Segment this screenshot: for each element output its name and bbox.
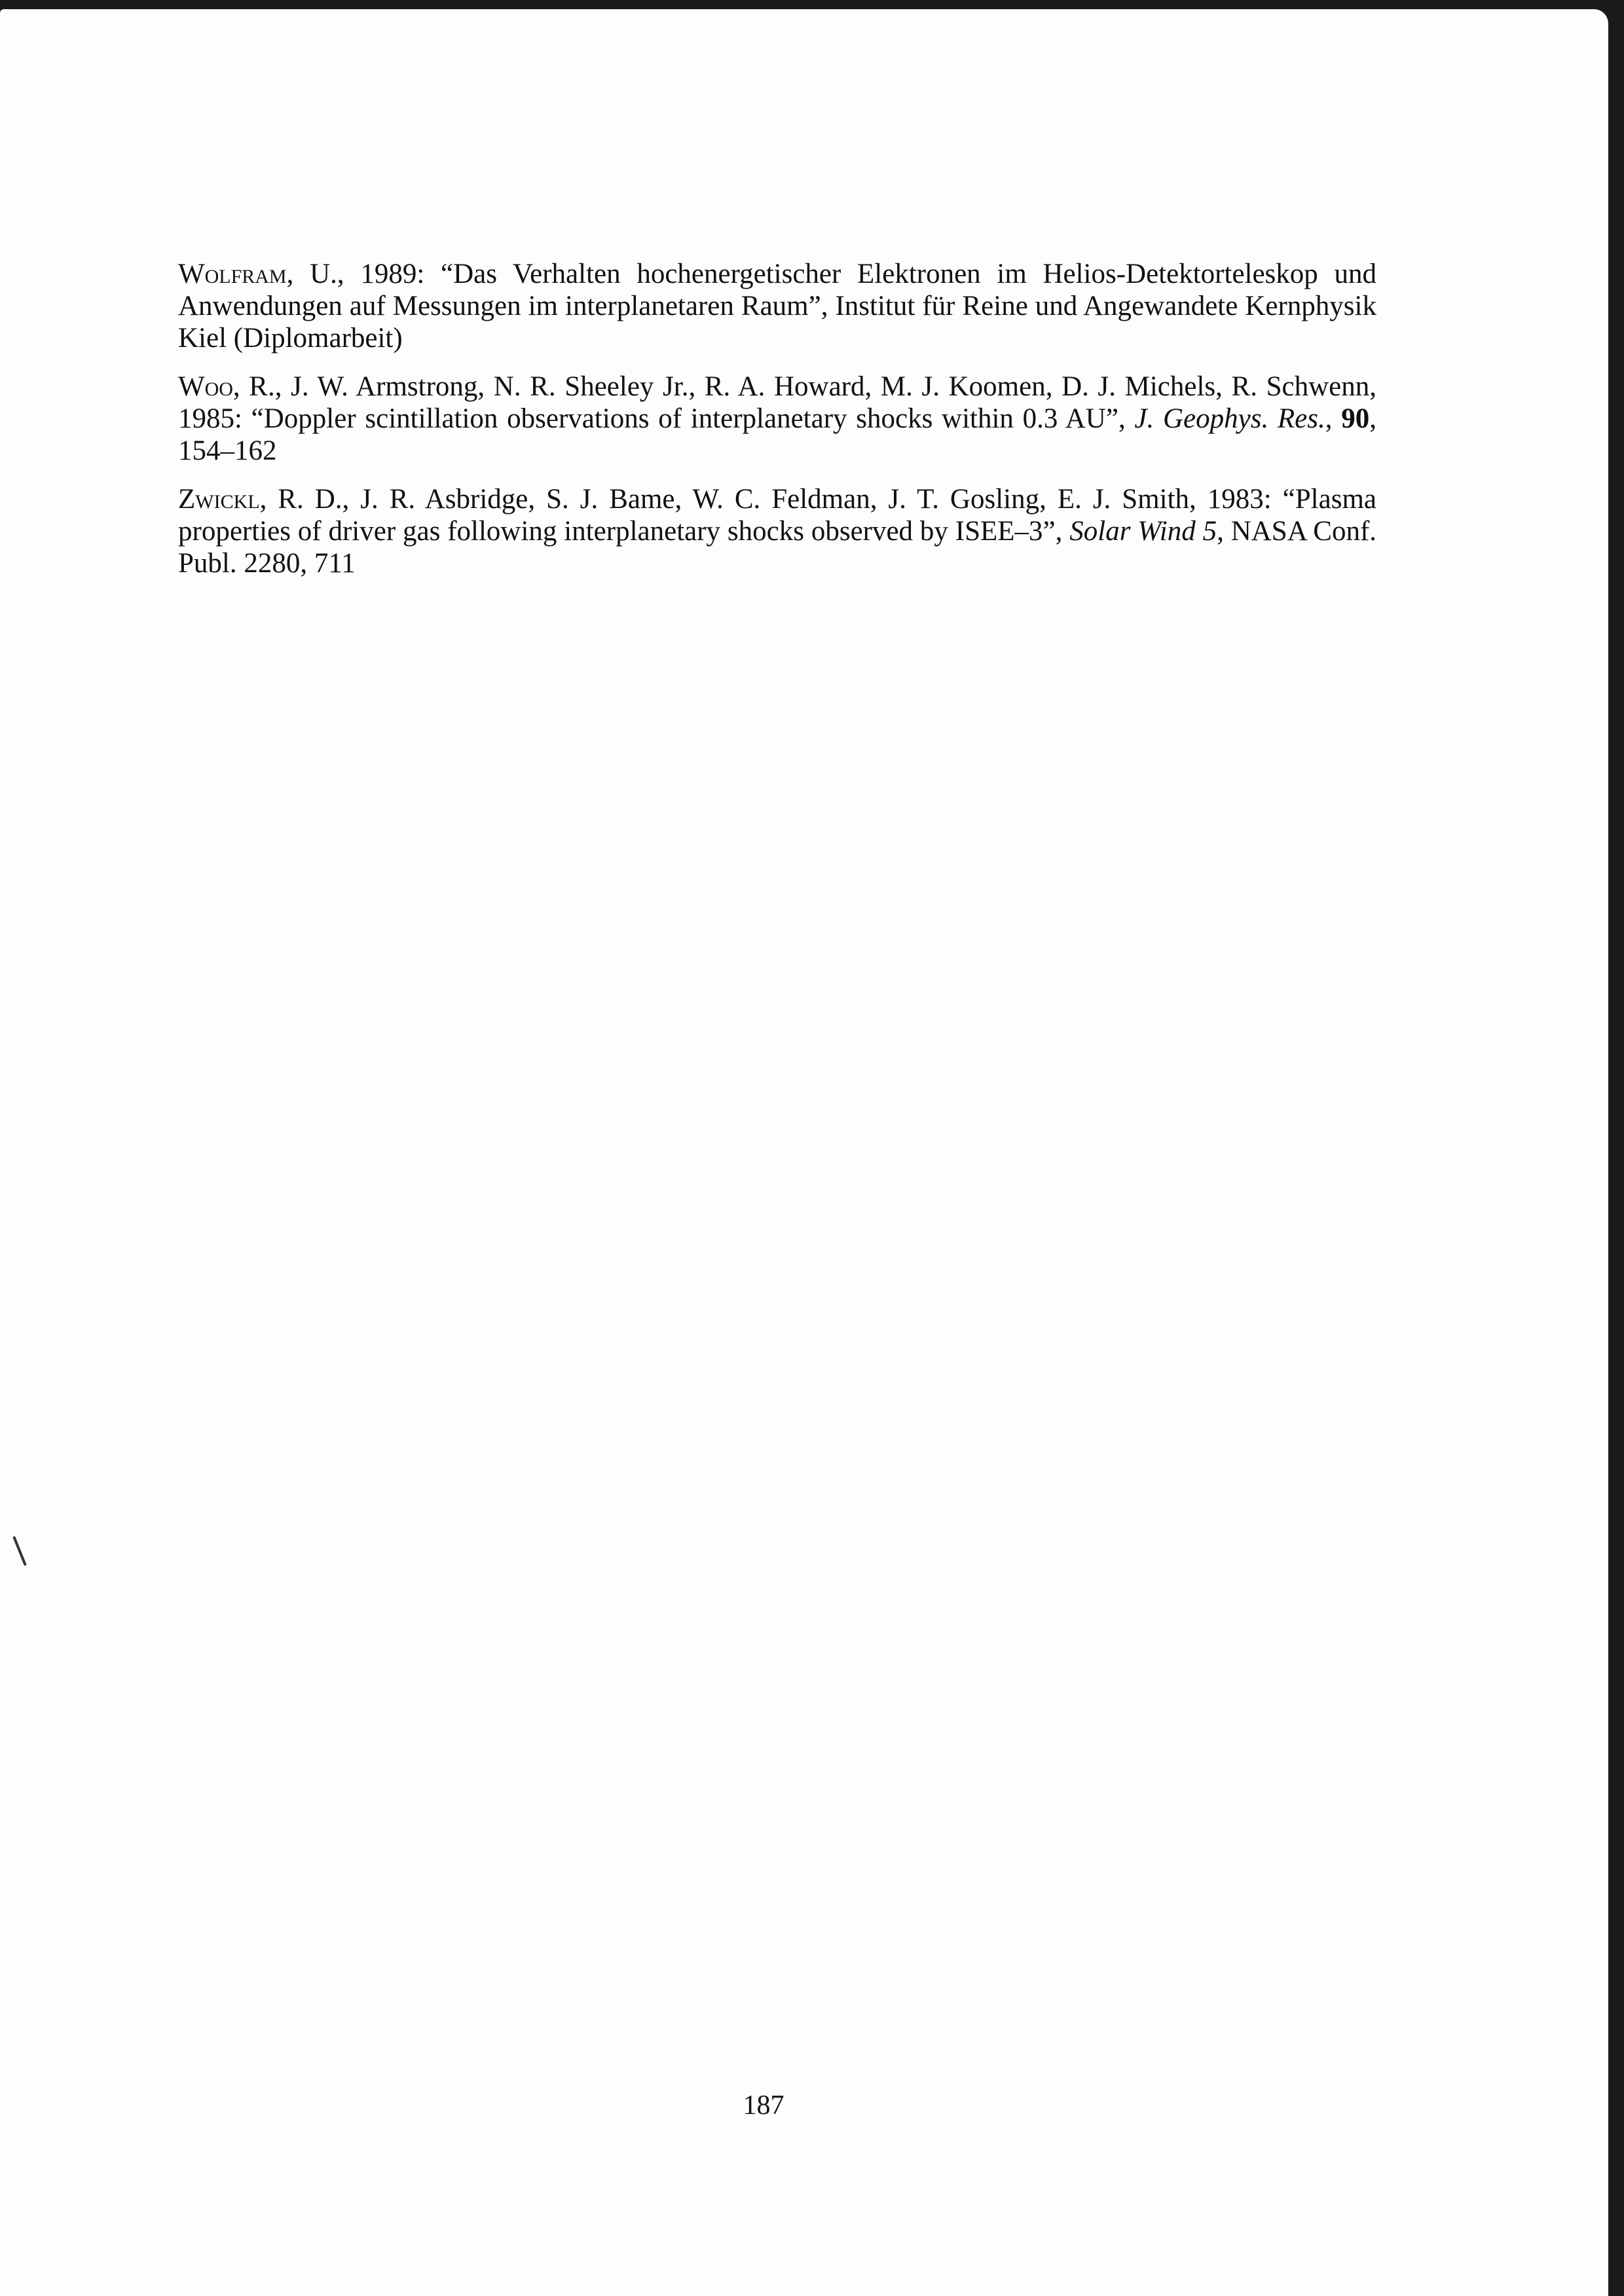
document-page: [0, 9, 1608, 2296]
reference-author: Wolfram: [178, 259, 287, 289]
reference-woo: [178, 371, 1376, 467]
reference-list: [178, 258, 1376, 596]
reference-author: Woo: [178, 371, 233, 402]
page-number: 187: [743, 2090, 784, 2121]
reference-wolfram: [178, 258, 1376, 354]
reference-zwickl: [178, 483, 1376, 579]
reference-author: Zwickl: [178, 484, 260, 515]
reference-separator: ,: [1325, 403, 1342, 434]
reference-text-tail: , NASA Conf. Publ. 2280, 711: [178, 516, 1377, 579]
reference-text: , R. D., J. R. Asbridge, S. J. Bame, W. C. Feldman, J. T. Gosling, E. J. Smith, 1983: “Plasma properties of driver gas following interplanetary shocks observed by ISEE–3”,: [178, 484, 1376, 547]
reference-volume: 90: [1341, 403, 1370, 434]
reference-text: , R., J. W. Armstrong, N. R. Sheeley Jr., R. A. Howard, M. J. Koomen, D. J. Michels, R. Schwenn, 1985: “Doppler scintillation observations of interplanetary shocks within 0.3 AU”,: [178, 371, 1376, 434]
reference-journal: J. Geophys. Res.: [1134, 403, 1325, 434]
reference-venue: Solar Wind 5: [1069, 516, 1217, 547]
reference-pages: , 154–162: [178, 403, 1376, 466]
reference-text: , U., 1989: “Das Verhalten hochenergetischer Elektronen im Helios-Detektorteleskop und Anwendungen auf Messungen im interplanetaren Raum”, Institut für Reine und Angewandete Kernphysik Kiel (Diplomarbeit): [178, 259, 1376, 354]
